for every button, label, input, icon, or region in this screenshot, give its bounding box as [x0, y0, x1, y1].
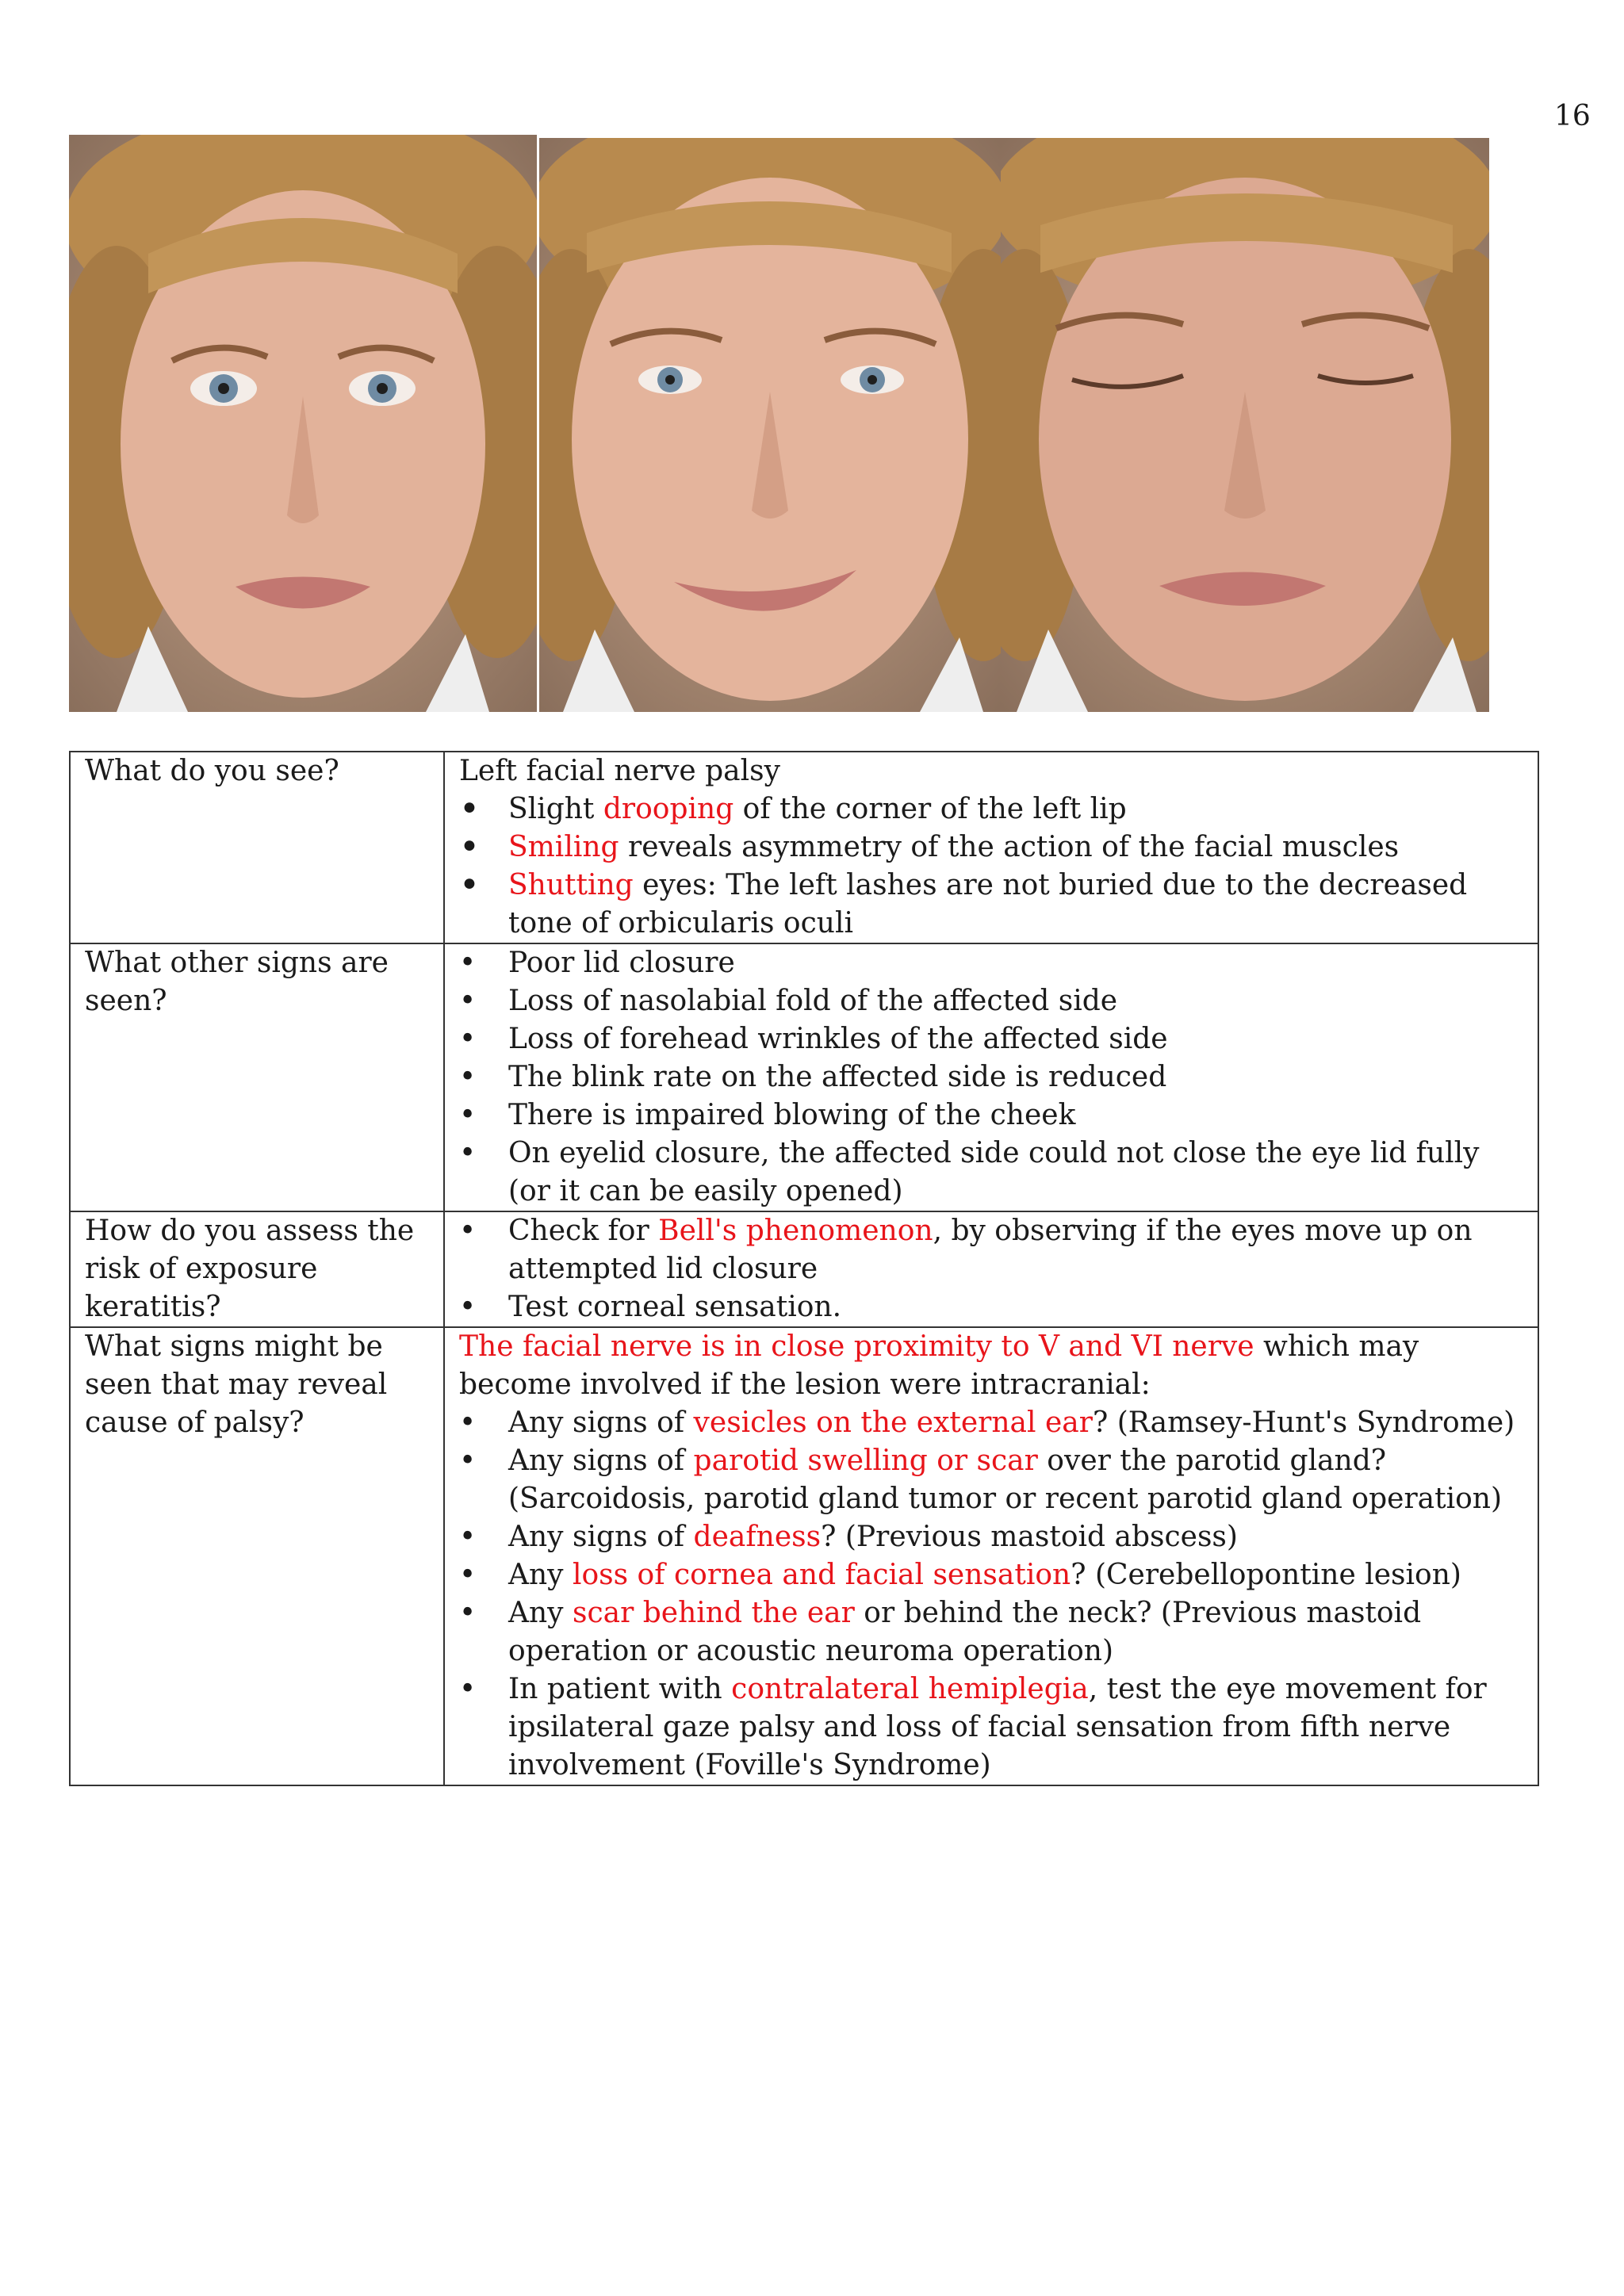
list-item: • Shutting eyes: The left lashes are not buried due to the decreased tone of orbicularis oculi — [459, 867, 1523, 943]
list-item: • Any scar behind the ear or behind the neck? (Previous mastoid operation or acoustic neuroma operation) — [459, 1594, 1523, 1670]
question-text: What do you see? — [85, 755, 339, 787]
list-item: • Loss of nasolabial fold of the affected side — [459, 982, 1523, 1020]
answer-list — [459, 944, 1523, 1211]
list-item: • On eyelid closure, the affected side could not close the eye lid fully (or it can be easily opened) — [459, 1135, 1523, 1211]
answer-cell — [444, 1211, 1538, 1327]
question-cell — [70, 1211, 444, 1327]
list-item: • Any signs of vesicles on the external ear? (Ramsey-Hunt's Syndrome) — [459, 1404, 1523, 1442]
list-item: • In patient with contralateral hemiplegia, test the eye movement for ipsilateral gaze palsy and loss of facial sensation from fifth nerve involvement (Foville's Syndrome) — [459, 1670, 1523, 1785]
question-cell — [70, 1327, 444, 1785]
answer-intro: Left facial nerve palsy — [459, 755, 780, 787]
list-item: • Any signs of parotid swelling or scar over the parotid gland? (Sarcoidosis, parotid gland tumor or recent parotid gland operation) — [459, 1442, 1523, 1518]
answer-list — [459, 1212, 1523, 1326]
list-item: • Slight drooping of the corner of the left lip — [459, 790, 1523, 828]
answer-cell — [444, 1327, 1538, 1785]
photo-eyes-shut-face — [1001, 138, 1489, 712]
question-cell — [70, 752, 444, 943]
answer-list — [459, 1404, 1523, 1785]
table-row — [70, 1211, 1538, 1327]
list-item: • Any signs of deafness? (Previous mastoid abscess) — [459, 1518, 1523, 1556]
table-row — [70, 1327, 1538, 1785]
list-item: • Smiling reveals asymmetry of the action of the facial muscles — [459, 828, 1523, 867]
list-item: • Any loss of cornea and facial sensation? (Cerebellopontine lesion) — [459, 1556, 1523, 1594]
answer-cell — [444, 752, 1538, 943]
question-cell — [70, 943, 444, 1211]
photo-neutral-face — [69, 135, 537, 712]
photo-smiling-face — [539, 138, 1001, 712]
qa-table — [69, 751, 1539, 1786]
list-item: • Loss of forehead wrinkles of the affected side — [459, 1020, 1523, 1058]
list-item: • Check for Bell's phenomenon, by observing if the eyes move up on attempted lid closure — [459, 1212, 1523, 1288]
list-item: • There is impaired blowing of the cheek — [459, 1096, 1523, 1135]
answer-cell — [444, 943, 1538, 1211]
question-text: What other signs are seen? — [85, 947, 389, 1017]
list-item: • The blink rate on the affected side is reduced — [459, 1058, 1523, 1096]
question-text: What signs might be seen that may reveal cause of palsy? — [85, 1330, 388, 1439]
page-number: 16 — [1554, 100, 1591, 132]
question-text: How do you assess the risk of exposure keratitis? — [85, 1215, 415, 1323]
table-row — [70, 752, 1538, 943]
answer-list — [459, 790, 1523, 943]
list-item: • Poor lid closure — [459, 944, 1523, 982]
list-item: • Test corneal sensation. — [459, 1288, 1523, 1326]
answer-intro: The facial nerve is in close proximity to V and VI nerve which may become involved if the lesion were intracranial: — [459, 1330, 1419, 1401]
table-row — [70, 943, 1538, 1211]
